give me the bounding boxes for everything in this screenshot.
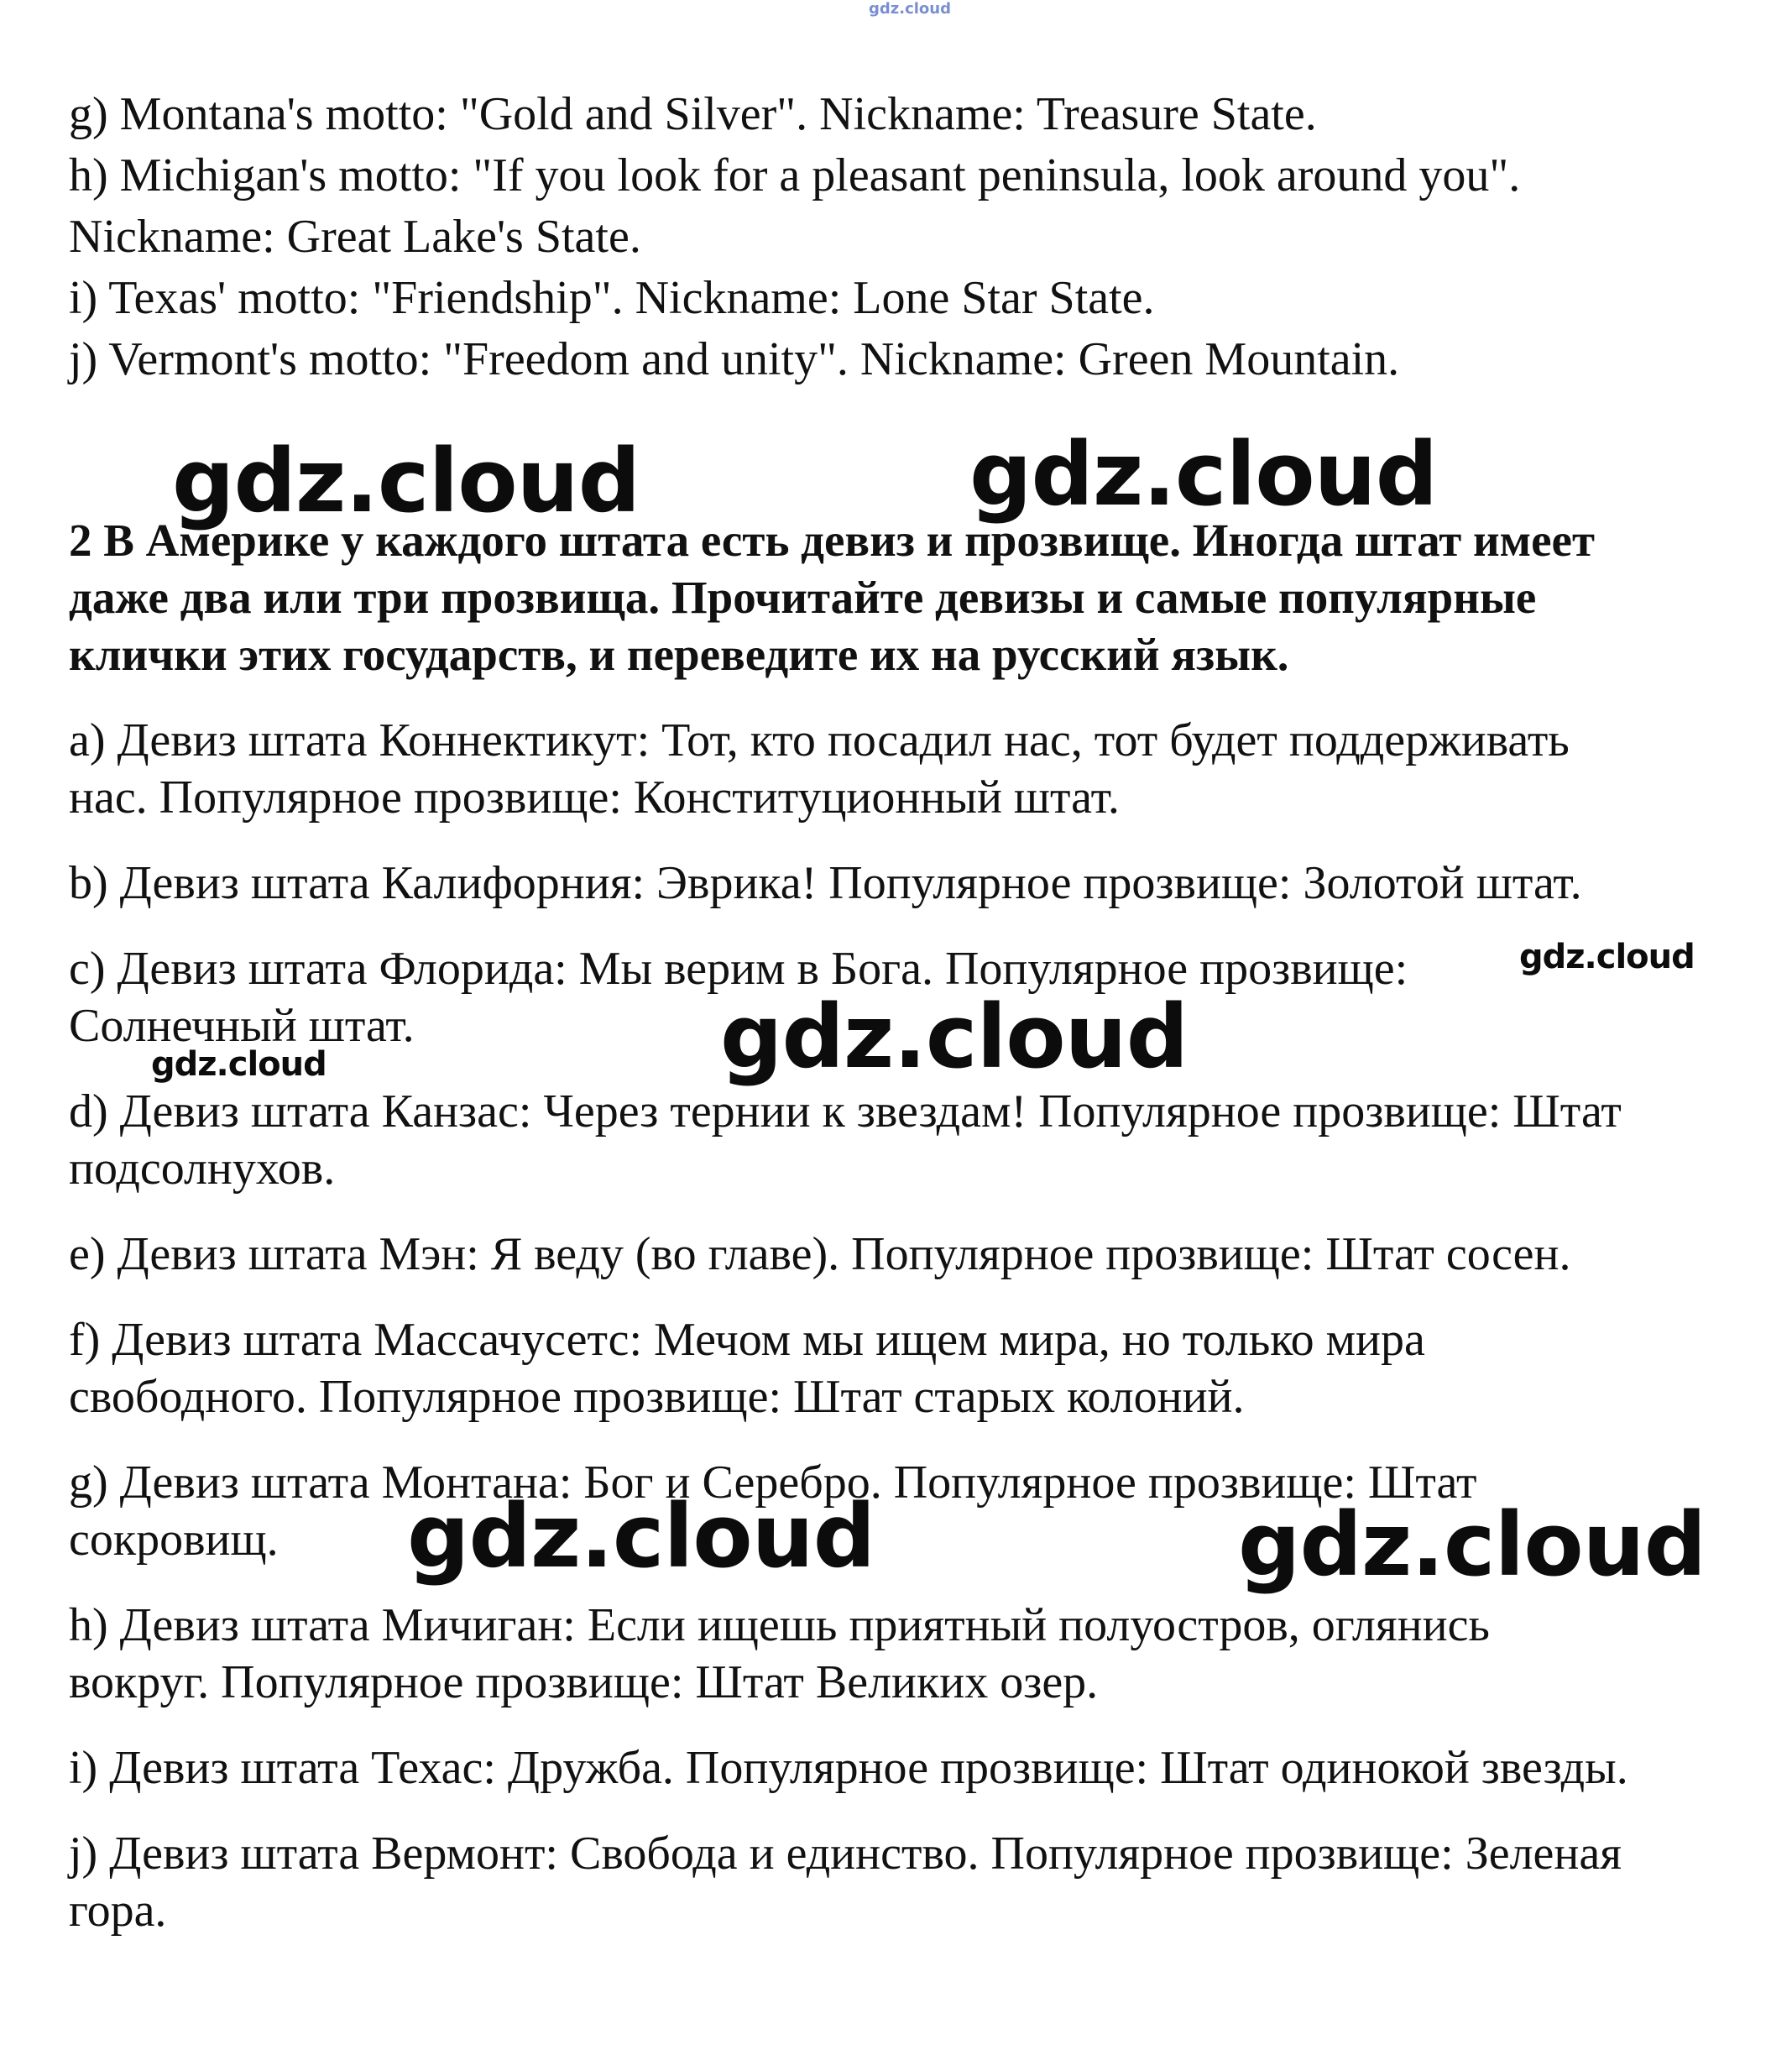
answer-line: а) Девиз штата Коннектикут: Тот, кто посадил нас, тот будет поддерживать [69,714,1570,766]
answer-line: нас. Популярное прозвище: Конституционный штат. [69,771,1120,824]
top-watermark: gdz.cloud [869,0,951,18]
english-line: j) Vermont's motto: "Freedom and unity". Nickname: Green Mountain. [69,333,1400,385]
answer-line: f) Девиз штата Массачусетс: Мечом мы ищем мира, но только мира [69,1314,1425,1366]
answer-line: гора. [69,1885,167,1937]
answer-line: i) Девиз штата Техас: Дружба. Популярное прозвище: Штат одинокой звезды. [69,1742,1628,1794]
answer-line: j) Девиз штата Вермонт: Свобода и единство. Популярное прозвище: Зеленая [69,1828,1622,1880]
watermark: gdz.cloud [407,1485,875,1587]
task-heading-line: даже два или три прозвища. Прочитайте девизы и самые популярные [69,572,1537,623]
answer-line: свободного. Популярное прозвище: Штат старых колоний. [69,1371,1245,1423]
answer-line: подсолнухов. [69,1143,336,1195]
watermark: gdz.cloud [969,423,1438,526]
english-line: i) Texas' motto: "Friendship". Nickname: Lone Star State. [69,272,1155,324]
answer-line: Солнечный штат. [69,1000,415,1052]
answer-line: b) Девиз штата Калифорния: Эврика! Популярное прозвище: Золотой штат. [69,857,1582,909]
watermark: gdz.cloud [172,430,640,532]
answer-line: g) Девиз штата Монтана: Бог и Серебро. Популярное прозвище: Штат [69,1456,1477,1509]
answer-line: с) Девиз штата Флорида: Мы верим в Бога. Популярное прозвище: [69,943,1408,995]
answer-line: е) Девиз штата Мэн: Я веду (во главе). Популярное прозвище: Штат сосен. [69,1228,1571,1280]
task-heading-line: 2 В Америке у каждого штата есть девиз и прозвище. Иногда штат имеет [69,515,1595,566]
english-line: g) Montana's motto: "Gold and Silver". Nickname: Treasure State. [69,88,1317,140]
answer-line: h) Девиз штата Мичиган: Если ищешь приятный полуостров, оглянись [69,1599,1490,1651]
answer-line: сокровищ. [69,1514,279,1566]
answer-line: вокруг. Популярное прозвище: Штат Великих озер. [69,1656,1099,1708]
watermark: gdz.cloud [720,986,1189,1088]
watermark: gdz.cloud [1238,1493,1706,1596]
task-heading-line: клички этих государств, и переведите их на русский язык. [69,629,1289,680]
watermark: gdz.cloud [151,1045,327,1084]
answer-line: d) Девиз штата Канзас: Через тернии к звездам! Популярное прозвище: Штат [69,1085,1622,1137]
english-line: Nickname: Great Lake's State. [69,211,641,263]
watermark: gdz.cloud [1519,938,1695,976]
english-line: h) Michigan's motto: "If you look for a pleasant peninsula, look around you". [69,149,1521,201]
